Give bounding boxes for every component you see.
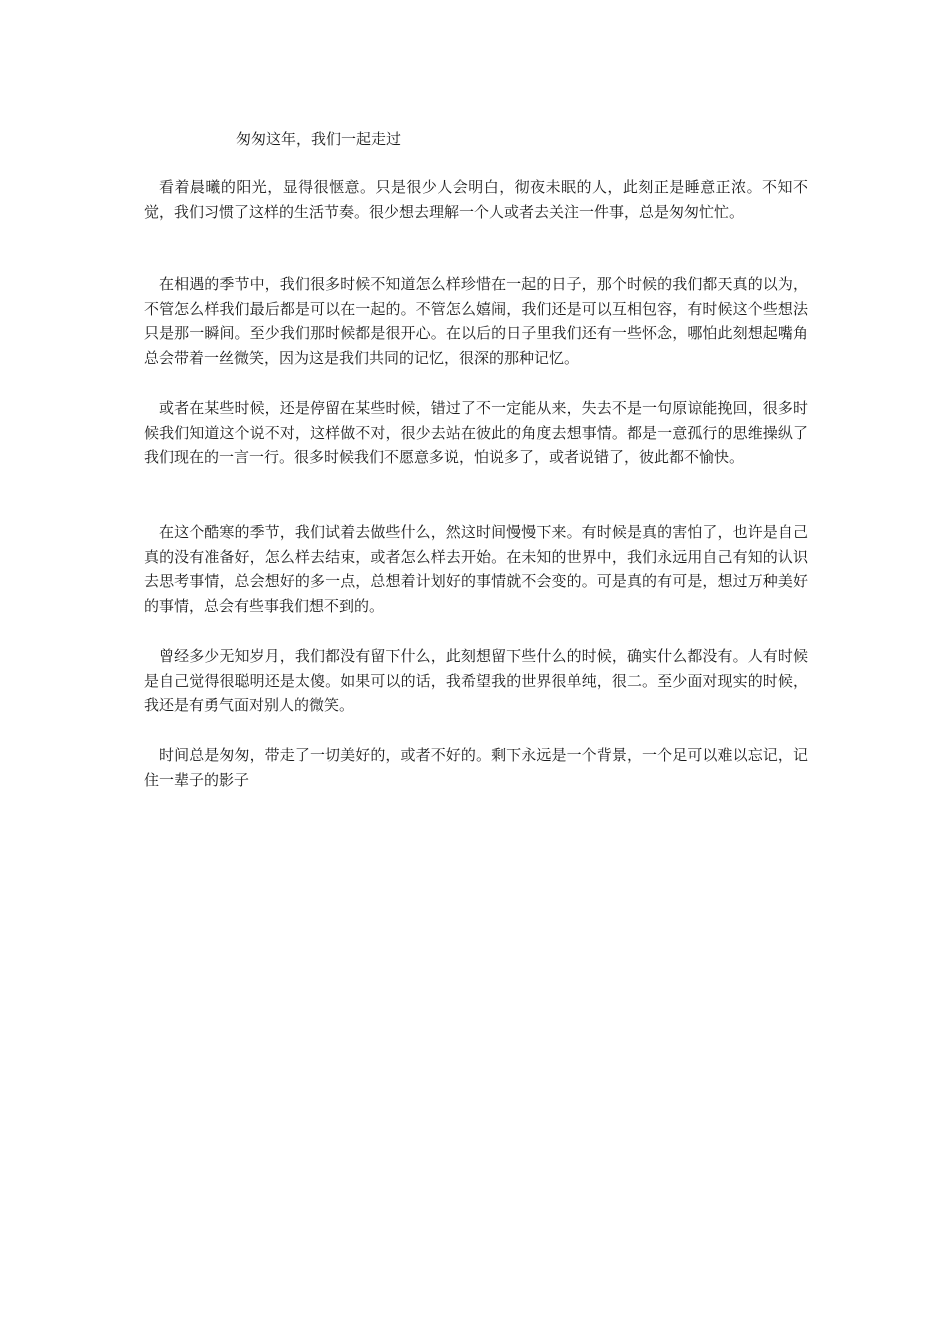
paragraph-5: 曾经多少无知岁月，我们都没有留下什么，此刻想留下些什么的时候，确实什么都没有。人有时候是自己觉得很聪明还是太傻。如果可以的话，我希望我的世界很单纯，很二。至少面对现实的时候，我还是有勇气面对别人的微笑。: [144, 647, 808, 715]
paragraph-2: 在相遇的季节中，我们很多时候不知道怎么样珍惜在一起的日子，那个时候的我们都天真的以为，不管怎么样我们最后都是可以在一起的。不管怎么嬉闹，我们还是可以互相包容，有时候这个些想法只是那一瞬间。至少我们那时候都是很开心。在以后的日子里我们还有一些怀念，哪怕此刻想起嘴角总会带着一丝微笑，因为这是我们共同的记忆，很深的那种记忆。: [144, 275, 808, 367]
paragraph-4: 在这个酷寒的季节，我们试着去做些什么，然这时间慢慢下来。有时候是真的害怕了，也许是自己真的没有准备好，怎么样去结束，或者怎么样去开始。在未知的世界中，我们永远用自己有知的认识去思考事情，总会想好的多一点，总想着计划好的事情就不会变的。可是真的有可是，想过万种美好的事情，总会有些事我们想不到的。: [144, 523, 808, 615]
paragraph-6: 时间总是匆匆，带走了一切美好的，或者不好的。剩下永远是一个背景，一个足可以难以忘记，记住一辈子的影子: [144, 746, 808, 789]
paragraph-3: 或者在某些时候，还是停留在某些时候，错过了不一定能从来，失去不是一句原谅能挽回，很多时候我们知道这个说不对，这样做不对，很少去站在彼此的角度去想事情。都是一意孤行的思维操纵了我们现在的一言一行。很多时候我们不愿意多说，怕说多了，或者说错了，彼此都不愉快。: [144, 399, 808, 467]
document-title: 匆匆这年，我们一起走过: [236, 130, 402, 148]
paragraph-1: 看着晨曦的阳光，显得很惬意。只是很少人会明白，彻夜未眠的人，此刻正是睡意正浓。不知不觉，我们习惯了这样的生活节奏。很少想去理解一个人或者去关注一件事，总是匆匆忙忙。: [144, 178, 808, 221]
